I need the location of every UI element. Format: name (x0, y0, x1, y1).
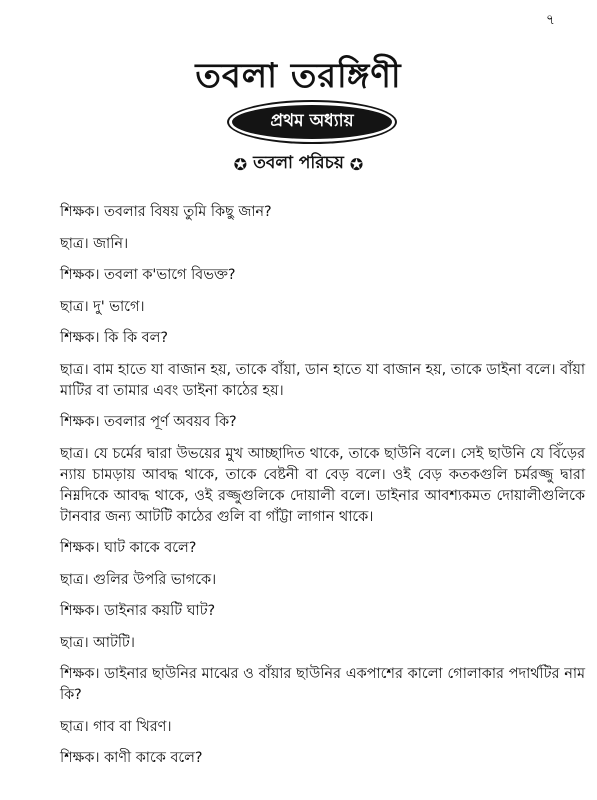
dialogue-line: ছাত্র। জানি। (60, 235, 129, 252)
dialogue-line: ছাত্র। বাম হাতে যা বাজান হয়, তাকে বাঁয়া, ডান হাতে যা বাজান হয়, তাকে ডাইনা বলে। বাঁয়া মাটির বা তামার এবং ডাইনা কাঠের হয়। (60, 361, 585, 399)
dialogue-line: ছাত্র। আটটি। (60, 634, 135, 651)
flower-icon: ✪ (233, 154, 248, 174)
section-heading (0, 150, 597, 178)
chapter-badge (232, 105, 392, 139)
dialogue-line: শিক্ষক। কি কি বল? (60, 330, 168, 346)
dialogue-line: শিক্ষক। তবলার বিষয় তুমি কিছু জান? (60, 204, 272, 220)
flower-icon: ✪ (349, 154, 364, 174)
dialogue-line: ছাত্র। দু' ভাগে। (60, 298, 145, 315)
section-title: তবলা পরিচয় (253, 153, 344, 173)
dialogue-line: ছাত্র। গুলির উপরি ভাগকে। (60, 571, 217, 588)
dialogue-line: শিক্ষক। ডাইনার কয়টি ঘাট? (60, 603, 216, 619)
dialogue-line: শিক্ষক। ডাইনার ছাউনির মাঝের ও বাঁয়ার ছাউনির একপাশের কালো গোলাকার পদার্থটির নাম কি? (60, 666, 585, 703)
dialogue-line: শিক্ষক। ঘাট কাকে বলে? (60, 540, 197, 556)
dialogue-body (60, 202, 585, 780)
page-number: ৭ (545, 12, 555, 28)
dialogue-line: শিক্ষক। তবলা ক'ভাগে বিভক্ত? (60, 267, 236, 283)
dialogue-line: শিক্ষক। তবলার পূর্ণ অবয়ব কি? (60, 414, 237, 430)
chapter-label: প্রথম অধ্যায় (270, 111, 354, 131)
dialogue-line: শিক্ষক। কাণী কাকে বলে? (60, 750, 203, 766)
book-title: তবলা তরঙ্গিণী (195, 56, 402, 96)
dialogue-line: ছাত্র। যে চর্মের দ্বারা উভয়ের মুখ আচ্ছাদিত থাকে, তাকে ছাউনি বলে। সেই ছাউনি যে বিঁড়ের ন্যায় চামড়ায় আবদ্ধ থাকে, তাকে বেষ্টনী বা বেড় বলে। ওই বেড় কতকগুলি চর্মরজ্জু দ্বারা নিম্নদিকে আবদ্ধ থাকে, ওই রজ্জুগুলিকে দোয়ালী বলে। ডাইনার আবশ্যকমত দোয়ালীগুলিকে টানবার জন্য আটটি কাঠের গুলি বা গাঁট্টা লাগান থাকে। (60, 445, 585, 525)
dialogue-line: ছাত্র। গাব বা খিরণ। (60, 718, 172, 735)
